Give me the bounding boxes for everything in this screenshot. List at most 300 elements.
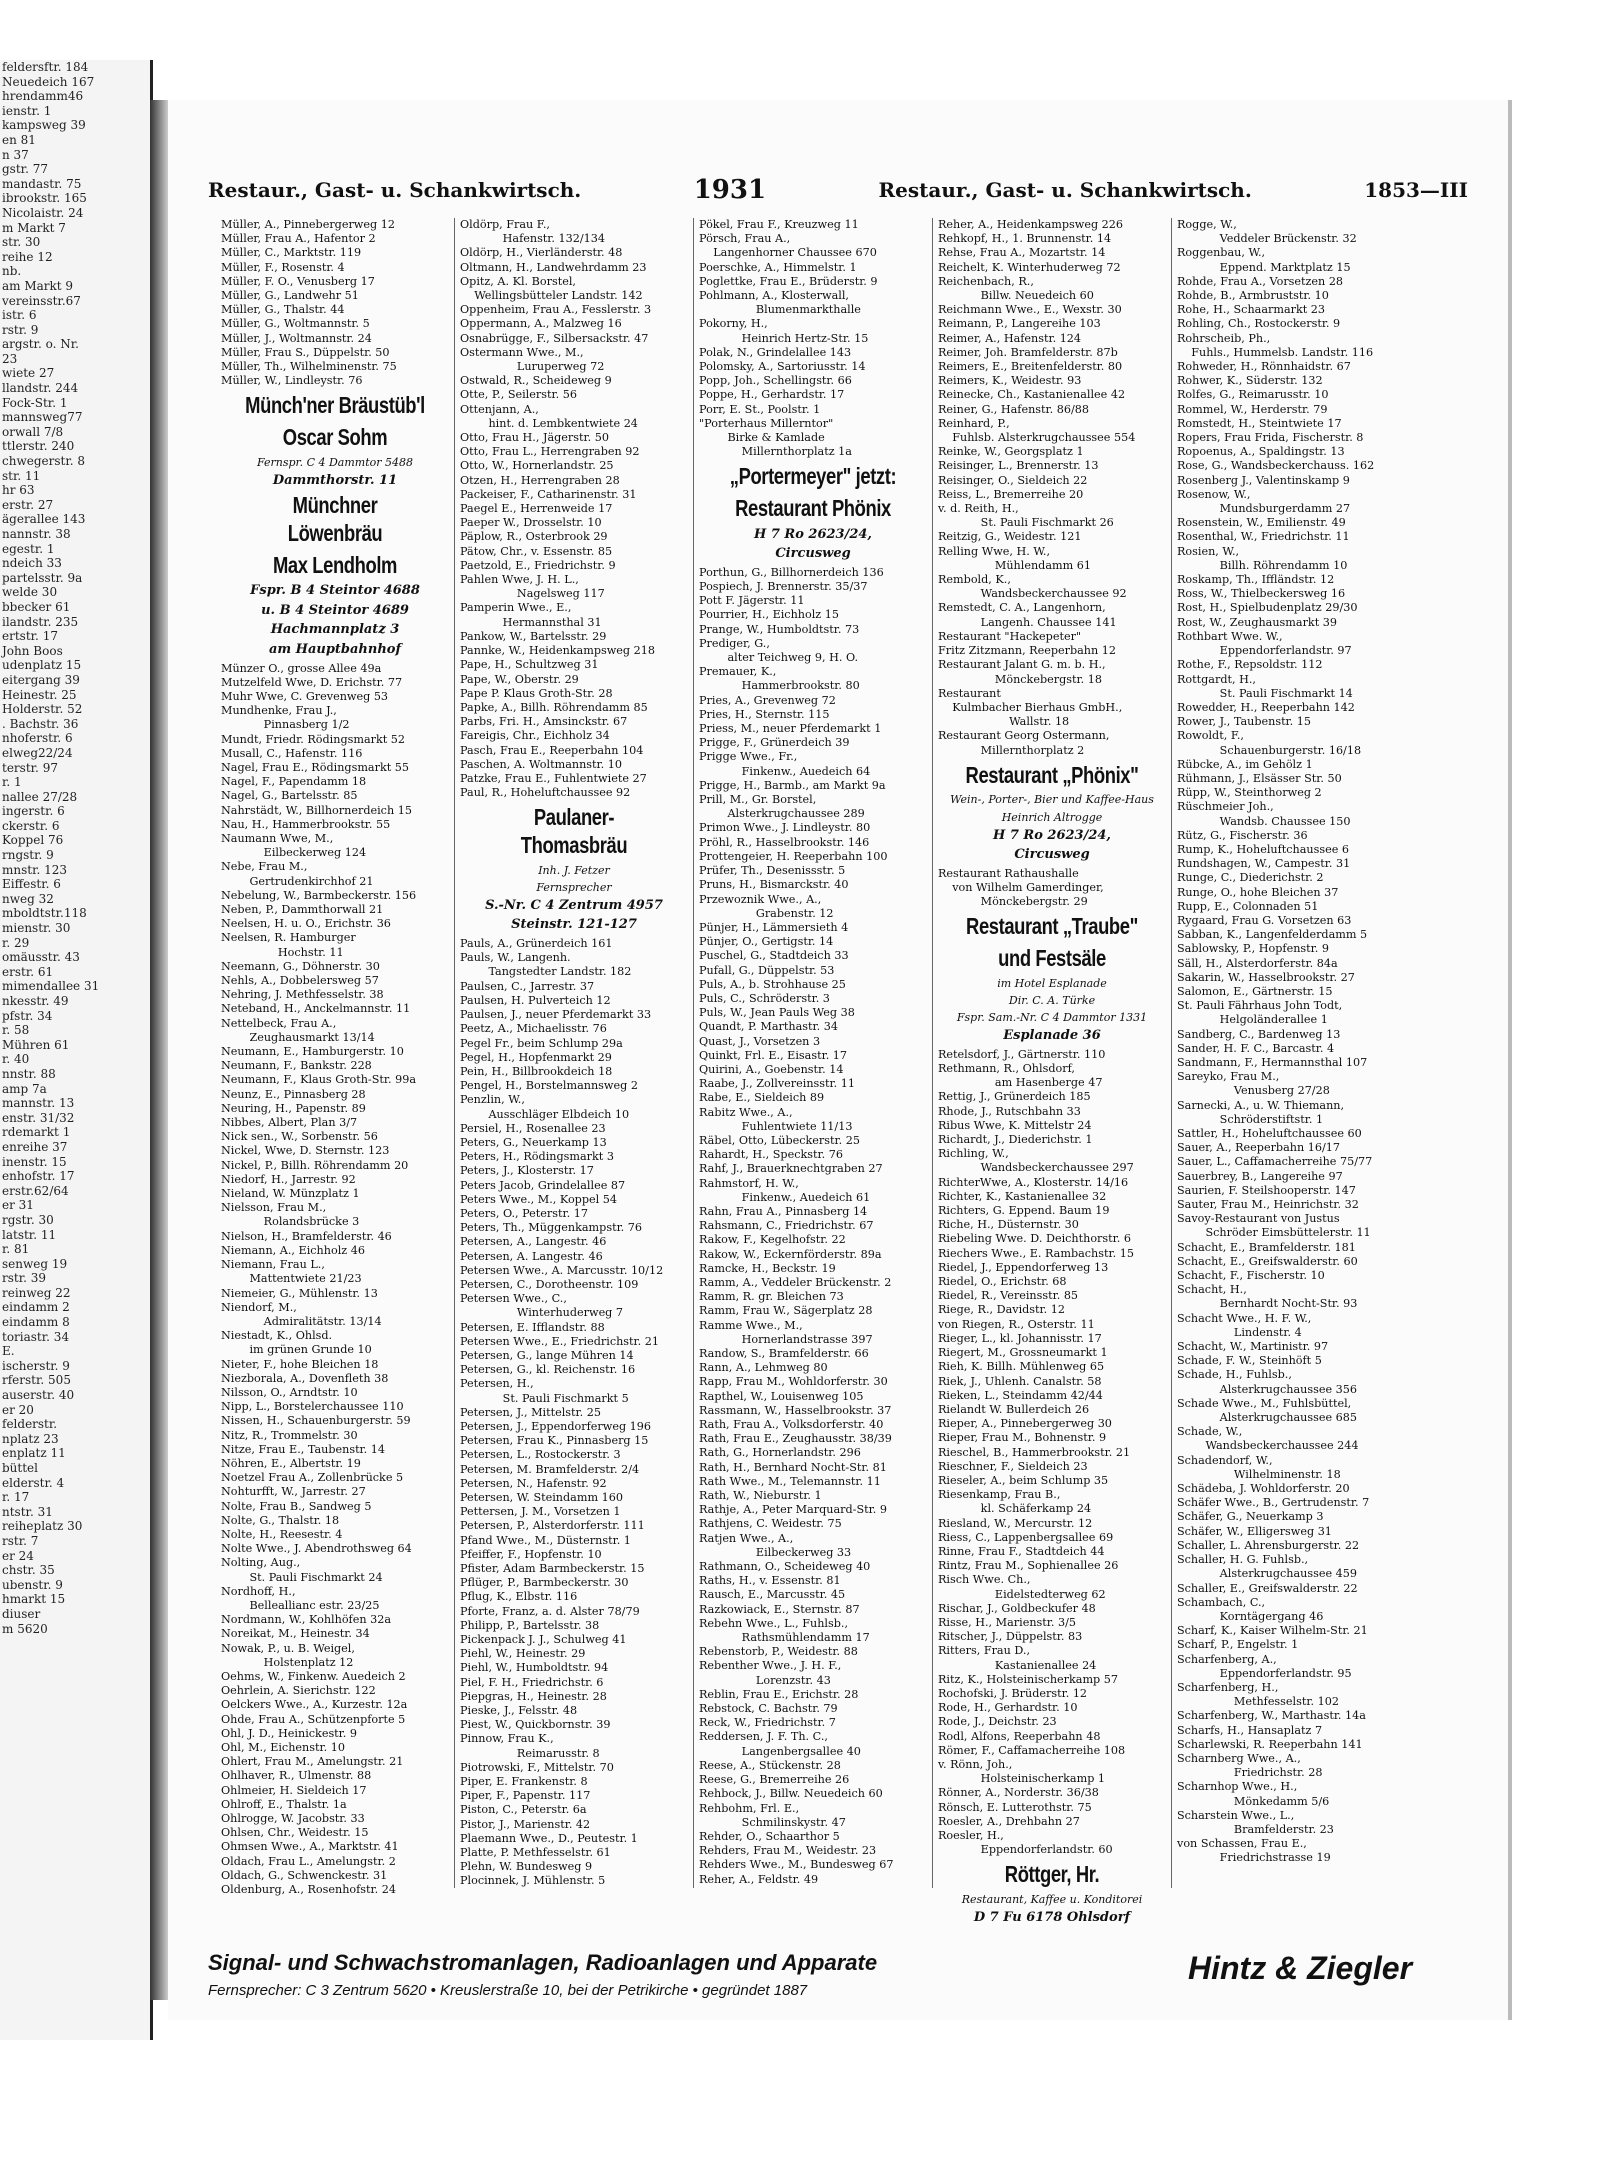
directory-entry: Ratjen Wwe., A., (699, 1531, 794, 1545)
directory-entry: Rost, W., Zeughausmarkt 39 (1177, 615, 1337, 629)
directory-entry: Bramfelderstr. 23 (1177, 1822, 1334, 1836)
left-page-line: enreihe 37 (2, 1139, 68, 1154)
left-page-line: nweg 32 (2, 891, 54, 906)
directory-entry: Riedel, J., Eppendorferweg 13 (938, 1260, 1109, 1274)
left-page-line: auserstr. 40 (2, 1388, 75, 1403)
directory-entry: Nohturfft, W., Jarrestr. 27 (221, 1485, 366, 1499)
directory-entry: Primon Wwe., J. Lindleystr. 80 (699, 821, 871, 835)
directory-entry: Piehl, W., Heinestr. 29 (460, 1647, 586, 1661)
advertisement-line: Restaurant „Traube" (966, 913, 1138, 940)
directory-entry: Oehms, W., Finkenw. Auedeich 2 (221, 1669, 406, 1683)
directory-entry: Pröhl, R., Hasselbrookstr. 146 (699, 835, 870, 849)
directory-entry: Säll, H., Alsterdorferstr. 84a (1177, 956, 1338, 970)
directory-entry: Oldörp, Frau F., (460, 218, 550, 231)
directory-entry: Ottenjann, A., (460, 402, 539, 416)
directory-entry: Prigge, H., Barmb., am Markt 9a (699, 778, 886, 792)
left-page-line: m Markt 7 (2, 220, 66, 235)
directory-columns (216, 218, 1476, 1926)
left-page-line: rferstr. 505 (2, 1373, 71, 1388)
directory-entry: Rieger, L., kl. Johannisstr. 17 (938, 1331, 1102, 1345)
left-page-line: feldersftr. 184 (2, 60, 89, 74)
directory-entry: Rehder, O., Schaarthor 5 (699, 1829, 840, 1843)
directory-entry: Ritz, K., Holsteinischerkamp 57 (938, 1672, 1119, 1686)
left-page-line: Holderstr. 52 (2, 702, 83, 717)
directory-entry: Rath, G., Hornerlandstr. 296 (699, 1446, 861, 1460)
directory-entry: Müller, A., Pinnebergerweg 12 (221, 218, 395, 231)
left-page-line: istr. 6 (2, 308, 37, 323)
directory-entry: Oldenburg, A., Rosenhofstr. 24 (221, 1883, 396, 1897)
directory-entry: Risch Wwe. Ch., (938, 1573, 1031, 1587)
directory-entry: Pistor, J., Marienstr. 42 (460, 1817, 591, 1831)
directory-entry: "Porterhaus Millerntor" (699, 416, 834, 430)
advertisement-line: Paulaner-Thomasbräu (520, 804, 628, 858)
directory-entry: Pätow, Chr., v. Essenstr. 85 (460, 544, 613, 558)
directory-entry: Rode, J., Deichstr. 23 (938, 1715, 1057, 1729)
advertisement-line: am Hauptbahnhof (268, 641, 402, 657)
directory-entry: Riesland, W., Mercurstr. 12 (938, 1516, 1093, 1530)
advertisement-line: Steinstr. 121-127 (511, 917, 637, 933)
directory-entry: Tangstedter Landstr. 182 (460, 965, 632, 979)
left-page-line: r. 29 (2, 935, 30, 950)
left-page-line: bbecker 61 (2, 599, 71, 614)
directory-entry: Rapp, Frau M., Wohldorferstr. 30 (699, 1375, 888, 1389)
left-page-line: terstr. 97 (2, 760, 58, 775)
advertisement-line: „Portermeyer" jetzt: (729, 463, 897, 490)
directory-entry: Schmilinskystr. 47 (699, 1815, 846, 1829)
directory-entry: Poerschke, A., Himmelstr. 1 (699, 260, 857, 274)
directory-entry: Pfister, Adam Barmbeckerstr. 15 (460, 1562, 645, 1576)
directory-entry: Nibbes, Albert, Plan 3/7 (221, 1116, 358, 1130)
directory-entry: Riebeling Wwe. D. Deichthorstr. 6 (938, 1232, 1131, 1246)
left-page-line: ndeich 33 (2, 556, 62, 571)
directory-entry: Schauenburgerstr. 16/18 (1177, 743, 1362, 757)
directory-entry: Winterhuderweg 7 (460, 1306, 624, 1320)
directory-entry: Parbs, Fri. H., Amsinckstr. 67 (460, 715, 628, 729)
footer-line-1: Signal- und Schwachstromanlagen, Radioanlagen und Apparate (208, 1950, 878, 1975)
left-page-line: mannstr. 13 (2, 1096, 75, 1111)
directory-entry: Paulsen, H. Pulverteich 12 (460, 993, 611, 1007)
directory-entry: von Wilhelm Gamerdinger, (938, 881, 1104, 895)
directory-entry: Sander, H. F. C., Barcastr. 4 (1177, 1041, 1335, 1055)
directory-entry: Nagel, G., Bartelsstr. 85 (221, 789, 358, 803)
directory-entry: Nebelung, W., Barmbeckerstr. 156 (221, 888, 417, 902)
directory-entry: Rethmann, R., Ohlsdorf, (938, 1062, 1075, 1076)
directory-entry: Rakow, F., Kegelhofstr. 22 (699, 1233, 846, 1247)
left-page-line: welde 30 (2, 585, 58, 600)
left-page-line: vereinsstr.67 (2, 293, 81, 308)
left-page-line: eindamm 8 (2, 1315, 70, 1330)
directory-entry: Pohlmann, A., Klosterwall, (699, 289, 849, 303)
directory-entry: Alsterkrugchaussee 459 (1177, 1567, 1358, 1581)
directory-entry: Rath, H., Bernhard Nocht-Str. 81 (699, 1460, 887, 1474)
directory-entry: Ohl, M., Eichenstr. 10 (221, 1741, 345, 1754)
directory-entry: Millernthorplatz 1a (699, 445, 852, 459)
directory-entry: Pein, H., Billbrookdeich 18 (460, 1064, 613, 1078)
directory-entry: Wandsbeckerchaussee 244 (1177, 1439, 1359, 1453)
directory-entry: Reichmann Wwe., E., Wexstr. 30 (938, 303, 1122, 317)
directory-entry: Sauer, L., Caffamacherreihe 75/77 (1177, 1155, 1373, 1169)
directory-entry: alter Teichweg 9, H. O. (699, 651, 859, 665)
directory-entry: Ohl, J. D., Heinickestr. 9 (221, 1726, 358, 1740)
directory-entry: Plehn, W. Bundesweg 9 (460, 1860, 593, 1874)
directory-entry: Rehbohm, Frl. E., (699, 1801, 800, 1815)
left-page-line: mandastr. 75 (2, 176, 82, 191)
directory-entry: Pries, H., Sternstr. 115 (699, 707, 830, 721)
left-page-line: erstr.62/64 (2, 1183, 69, 1198)
directory-entry: Przewoznik Wwe., A., (699, 892, 822, 906)
directory-entry: Rohwer, K., Süderstr. 132 (1177, 374, 1323, 388)
left-page-line: E. (2, 1344, 15, 1359)
left-page-line: kampsweg 39 (2, 118, 86, 133)
directory-entry: Neteband, H., Anckelmannstr. 11 (221, 1002, 411, 1016)
directory-entry: Restaurant Jalant G. m. b. H., (938, 658, 1106, 672)
directory-entry: Scharfenberg, A., (1177, 1652, 1277, 1666)
directory-entry: Nieland, W. Münzplatz 1 (221, 1187, 360, 1201)
directory-entry: Pamperin Wwe., E., (460, 601, 572, 615)
directory-entry: Pries, A., Grevenweg 72 (699, 693, 836, 707)
directory-entry: Rönner, A., Norderstr. 36/38 (938, 1786, 1099, 1800)
left-page-line: Eiffestr. 6 (2, 877, 61, 892)
directory-entry: Eppend. Marktplatz 15 (1177, 260, 1351, 274)
directory-entry: Niedorf, H., Jarrestr. 92 (221, 1172, 356, 1186)
advertisement-line: Fspr. B 4 Steintor 4688 (250, 583, 420, 599)
directory-entry: Fuhlsb. Alsterkrugchaussee 554 (938, 431, 1136, 445)
directory-entry: Reimers, E., Breitenfelderstr. 80 (938, 360, 1123, 374)
directory-entry: Lindenstr. 4 (1177, 1325, 1302, 1339)
left-page-line: nallee 27/28 (2, 789, 78, 804)
directory-entry: Oehrlein, A. Sierichstr. 122 (221, 1684, 376, 1698)
directory-entry: Paegel E., Herrenweide 17 (460, 502, 613, 516)
directory-entry: Rohrscheib, Ph., (1177, 331, 1271, 345)
directory-entry: Richling, W., (938, 1147, 1009, 1161)
left-page-line: er 20 (2, 1402, 34, 1417)
directory-entry: Müller, G., Woltmannstr. 5 (221, 317, 370, 331)
directory-entry: Friedrichstr. 28 (1177, 1766, 1323, 1780)
directory-entry: Nitz, R., Trommelstr. 30 (221, 1428, 358, 1442)
advertisement-line: H 7 Ro 2623/24, (754, 526, 872, 542)
directory-entry: Pahlen Wwe, J. H. L., (460, 573, 579, 587)
directory-entry: Schacht, E., Bramfelderstr. 181 (1177, 1240, 1356, 1254)
directory-entry: Petersen, P., Alsterdorferstr. 111 (460, 1519, 645, 1533)
advertisement-line: u. B 4 Steintor 4689 (261, 602, 409, 618)
directory-entry: Rolandsbrücke 3 (221, 1215, 360, 1229)
directory-entry: Nagelsweg 117 (460, 587, 605, 601)
directory-entry: Mundhenke, Frau J., (221, 704, 337, 718)
left-page-line: str. 30 (2, 235, 41, 250)
directory-entry: Pasch, Frau E., Reeperbahn 104 (460, 743, 644, 757)
directory-entry: Rath, Frau E., Zeughausstr. 38/39 (699, 1432, 892, 1446)
directory-entry: Peters, H., Rödingsmarkt 3 (460, 1150, 614, 1164)
directory-entry: Müller, Frau A., Hafentor 2 (221, 232, 376, 246)
directory-entry: Reck, W., Friedrichstr. 7 (699, 1716, 836, 1730)
directory-entry: Ramme Wwe., M., (699, 1318, 803, 1332)
directory-entry: Fareigis, Chr., Eichholz 34 (460, 729, 610, 743)
left-page-line: elweg22/24 (2, 745, 73, 760)
directory-entry: Otto, Frau L., Herrengraben 92 (460, 445, 640, 459)
directory-entry: Sauter, Frau M., Heinrichstr. 32 (1177, 1198, 1359, 1212)
directory-entry: Oldörp, H., Vierländerstr. 48 (460, 246, 623, 260)
directory-entry: Billw. Neuedeich 60 (938, 289, 1094, 303)
directory-entry: Sattler, H., Hoheluftchaussee 60 (1177, 1127, 1362, 1140)
directory-entry: Hermannsthal 31 (460, 615, 602, 629)
directory-entry: Reisinger, O., Sieldeich 22 (938, 473, 1088, 487)
directory-entry: Quast, J., Vorsetzen 3 (699, 1034, 821, 1048)
directory-entry: Belleallianc estr. 23/25 (221, 1598, 380, 1612)
directory-entry: Pankow, W., Bartelsstr. 29 (460, 629, 607, 643)
directory-entry: Pickenpack J. J., Schulweg 41 (460, 1633, 627, 1647)
left-page-line: mannsweg77 (2, 410, 83, 425)
directory-entry: Rahardt, H., Speckstr. 76 (699, 1148, 843, 1162)
directory-entry: Petersen, N., Hafenstr. 92 (460, 1476, 607, 1490)
left-page-line: rstr. 7 (2, 1533, 39, 1548)
advertisement-line: Münchner Löwenbräu (287, 492, 383, 546)
directory-entry: Nehls, A., Dobbelersweg 57 (221, 974, 379, 988)
directory-entry: Raths, H., v. Essenstr. 81 (699, 1574, 841, 1588)
directory-entry: Rieh, K. Billh. Mühlenweg 65 (938, 1360, 1105, 1374)
directory-entry: Pforte, Franz, a. d. Alster 78/79 (460, 1604, 640, 1618)
left-page-line: reiheplatz 30 (2, 1519, 83, 1534)
footer-brand: Hintz & Ziegler (1188, 1950, 1413, 1986)
directory-entry: Reiss, L., Bremerreihe 20 (938, 487, 1084, 501)
directory-entry: Neemann, G., Döhnerstr. 30 (221, 959, 380, 973)
directory-entry: Pettersen, J. M., Vorsetzen 1 (460, 1505, 621, 1519)
directory-entry: Petersen, E. Ifflandstr. 88 (460, 1320, 605, 1334)
directory-entry: Schade, F. W., Steinhöft 5 (1177, 1354, 1322, 1368)
left-page-line: er 31 (2, 1198, 34, 1213)
directory-entry: Ramcke, H., Beckstr. 19 (699, 1261, 836, 1275)
left-page-line: elderstr. 4 (2, 1475, 65, 1490)
directory-entry: Römer, F., Caffamacherreihe 108 (938, 1743, 1126, 1757)
left-page-line: omäusstr. 43 (2, 950, 80, 965)
directory-entry: Quinkt, Frl. E., Eisastr. 17 (699, 1048, 848, 1062)
directory-entry: Rüpp, W., Steinthorweg 2 (1177, 786, 1322, 800)
directory-entry: Oldach, Frau L., Amelungstr. 2 (221, 1854, 396, 1868)
directory-entry: Rohe, H., Schaarmarkt 23 (1177, 303, 1326, 317)
directory-entry: Rintz, Frau M., Sophienallee 26 (938, 1559, 1119, 1573)
directory-entry: Fritz Zitzmann, Reeperbahn 12 (938, 644, 1117, 658)
directory-entry: Eidelstedterweg 62 (938, 1587, 1106, 1601)
footer-line-2: Fernsprecher: C 3 Zentrum 5620 • Kreuslerstraße 10, bei der Petrikirche • gegründet 1887 (208, 1982, 808, 1999)
directory-entry: Poglettke, Frau E., Brüderstr. 9 (699, 274, 878, 288)
left-page-line: . Bachstr. 36 (2, 716, 79, 731)
directory-entry: Sabban, K., Langenfelderdamm 5 (1177, 928, 1368, 942)
left-page-line: inenstr. 15 (2, 1154, 67, 1169)
directory-entry: von Riegen, R., Osterstr. 11 (938, 1317, 1095, 1331)
directory-entry: Paul, R., Hoheluftchaussee 92 (460, 786, 631, 800)
directory-entry: Rembold, K., (938, 573, 1011, 587)
directory-entry: hint. d. Lembkentwiete 24 (460, 416, 638, 430)
directory-entry: Nielson, H., Bramfelderstr. 46 (221, 1229, 392, 1243)
directory-entry: Runge, C., Diederichstr. 2 (1177, 871, 1324, 885)
directory-entry: Ribus Wwe, K. Mittelstr 24 (938, 1118, 1092, 1132)
directory-entry: Rettig, J., Grünerdeich 185 (938, 1090, 1091, 1104)
directory-entry: Roggenbau, W., (1177, 246, 1266, 260)
directory-entry: Reimer, A., Hafenstr. 124 (938, 331, 1082, 345)
directory-entry: Rausch, E., Marcusstr. 45 (699, 1588, 846, 1602)
directory-entry: Nowak, P., u. B. Weigel, (221, 1641, 355, 1655)
left-page-line: rstr. 39 (2, 1271, 47, 1286)
directory-entry: Rebstock, C. Bachstr. 79 (699, 1702, 838, 1716)
directory-entry: Rönsch, E. Lutterothstr. 75 (938, 1800, 1092, 1814)
directory-entry: Porthun, G., Billhornerdeich 136 (699, 565, 884, 579)
directory-entry: Pökel, Frau F., Kreuzweg 11 (699, 218, 859, 231)
directory-entry: Rübcke, A., im Gehölz 1 (1177, 757, 1313, 771)
directory-entry: Rathjens, C. Weidestr. 75 (699, 1517, 842, 1531)
directory-entry: Nieter, F., hohe Bleichen 18 (221, 1357, 379, 1371)
directory-entry: Ohlsen, Chr., Weidestr. 15 (221, 1826, 369, 1840)
directory-entry: Neumann, F., Bankstr. 228 (221, 1059, 372, 1073)
directory-entry: Musall, C., Hafenstr. 116 (221, 746, 363, 760)
directory-entry: Priess, M., neuer Pferdemarkt 1 (699, 722, 882, 736)
directory-entry: Schacht, W., Martinistr. 97 (1177, 1340, 1329, 1354)
directory-entry: Lorenzstr. 43 (699, 1673, 831, 1687)
advertisement-line: Dir. C. A. Türke (1008, 993, 1096, 1007)
directory-entry: Niemeier, G., Mühlenstr. 13 (221, 1286, 378, 1300)
directory-entry: Neumann, F., Klaus Groth-Str. 99a (221, 1073, 417, 1087)
directory-entry: Langenbergsallee 40 (699, 1744, 861, 1758)
directory-entry: Puls, C., Schröderstr. 3 (699, 991, 830, 1005)
directory-entry: im grünen Grunde 10 (221, 1343, 372, 1357)
left-page-line: r. 40 (2, 1052, 30, 1067)
directory-entry: Müller, C., Marktstr. 119 (221, 246, 362, 260)
left-page-line: egestr. 1 (2, 541, 55, 556)
directory-entry: Ohlert, Frau M., Amelungstr. 21 (221, 1755, 404, 1769)
directory-entry: Ritters, Frau D., (938, 1644, 1031, 1658)
directory-entry: Riesenkamp, Frau B., (938, 1488, 1061, 1502)
directory-entry: Restaurant Rathaushalle (938, 866, 1079, 880)
left-page-line: latstr. 11 (2, 1227, 57, 1242)
directory-entry: Reiner, G., Hafenstr. 86/88 (938, 402, 1089, 416)
directory-entry: Millernthorplatz 2 (938, 743, 1085, 757)
left-page-line: r. 58 (2, 1023, 30, 1038)
directory-entry: Scharlewski, R. Reeperbahn 141 (1177, 1737, 1363, 1751)
left-page-line: büttel (2, 1461, 38, 1475)
directory-entry: Oltmann, H., Landwehrdamm 23 (460, 260, 647, 274)
directory-entry: Reisinger, L., Brennerstr. 13 (938, 459, 1099, 473)
directory-entry: RichterWwe, A., Klosterstr. 14/16 (938, 1175, 1129, 1189)
directory-entry: Platte, P. Methfesselstr. 61 (460, 1846, 611, 1860)
directory-entry: Reese, A., Stückenstr. 28 (699, 1758, 841, 1772)
directory-entry: Riege, R., Davidstr. 12 (938, 1303, 1066, 1317)
directory-entry: Wellingsbütteler Landstr. 142 (460, 289, 643, 303)
directory-entry: Langenh. Chaussee 141 (938, 615, 1117, 629)
directory-entry: Porr, E. St., Poolstr. 1 (699, 402, 821, 416)
directory-entry: Prüfer, Th., Desenissstr. 5 (699, 864, 846, 878)
directory-entry: Rebenstorb, P., Weidestr. 88 (699, 1645, 858, 1659)
directory-entry: Mattentwiete 21/23 (221, 1272, 362, 1286)
directory-entry: v. d. Reith, H., (938, 502, 1019, 516)
directory-entry: Rathmann, O., Scheideweg 40 (699, 1560, 871, 1574)
directory-entry: Penzlin, W., (460, 1093, 525, 1107)
directory-entry: Rohling, Ch., Rostockerstr. 9 (1177, 317, 1341, 331)
directory-entry: Riche, H., Düsternstr. 30 (938, 1218, 1079, 1232)
directory-entry: Sablowsky, P., Hopfenstr. 9 (1177, 942, 1329, 956)
directory-entry: Rahsmann, C., Friedrichstr. 67 (699, 1219, 874, 1233)
directory-entry: Rohde, Frau A., Vorsetzen 28 (1177, 274, 1344, 288)
directory-entry: Opitz, A. Kl. Borstel, (460, 274, 576, 288)
directory-entry: Langenhorner Chaussee 670 (699, 246, 877, 260)
directory-entry: Richardt, J., Diederichstr. 1 (938, 1133, 1093, 1147)
directory-entry: Reimers, K., Weidestr. 93 (938, 374, 1082, 388)
directory-entry: St. Pauli Fischmarkt 24 (221, 1570, 383, 1584)
directory-entry: Ohlroff, E., Thalstr. 1a (221, 1797, 347, 1811)
directory-entry: Ritscher, J., Düppelstr. 83 (938, 1630, 1083, 1644)
directory-entry: Mutzelfeld Wwe, D. Erichstr. 77 (221, 675, 403, 689)
directory-entry: v. Rönn, Joh., (938, 1757, 1013, 1771)
directory-entry: Scharnhop Wwe., H., (1177, 1780, 1298, 1794)
directory-entry: Eppendorferlandstr. 60 (938, 1843, 1113, 1857)
directory-entry: Pünjer, O., Gertigstr. 14 (699, 935, 834, 949)
directory-entry: Müller, Frau S., Düppelstr. 50 (221, 345, 390, 359)
directory-entry: Rieken, L., Steindamm 42/44 (938, 1388, 1103, 1402)
left-page-line: partelsstr. 9a (2, 570, 83, 585)
directory-entry: Nolte, G., Thalstr. 18 (221, 1513, 340, 1527)
directory-entry: Mundt, Friedr. Rödingsmarkt 52 (221, 732, 406, 746)
directory-entry: von Schassen, Frau E., (1177, 1837, 1307, 1851)
left-page-line: Koppel 76 (2, 833, 64, 848)
left-page-line: ischerstr. 9 (2, 1358, 70, 1373)
directory-entry: Pfand Wwe., M., Düsternstr. 1 (460, 1533, 631, 1547)
directory-entry: Petersen, A., Langestr. 46 (460, 1235, 607, 1249)
directory-entry: Piper, F., Papenstr. 117 (460, 1789, 591, 1803)
directory-entry: Reese, G., Bremerreihe 26 (699, 1773, 850, 1787)
directory-entry: Pourrier, H., Eichholz 15 (699, 608, 839, 622)
left-page-line: Neuedeich 167 (2, 74, 95, 89)
directory-entry: Restaurant Georg Ostermann, (938, 729, 1110, 743)
directory-entry: Ohde, Frau A., Schützenpforte 5 (221, 1712, 406, 1726)
left-page-line: diuser (2, 1606, 41, 1621)
directory-entry: Oppermann, A., Malzweg 16 (460, 317, 622, 331)
directory-entry: Pieske, J., Felsstr. 48 (460, 1704, 578, 1718)
directory-entry: Nissen, H., Schauenburgerstr. 59 (221, 1414, 411, 1428)
directory-entry: Savoy-Restaurant von Justus (1177, 1212, 1340, 1226)
advertisement-line: Dammthorstr. 11 (272, 472, 398, 488)
left-page-line: mnstr. 123 (2, 862, 68, 877)
header-right-page: 1853—III (1364, 178, 1468, 202)
directory-entry: Schacht Wwe., H. F. W., (1177, 1311, 1312, 1325)
directory-entry: Nolte, H., Reesestr. 4 (221, 1527, 343, 1541)
directory-entry: Prigge Wwe., Fr., (699, 750, 798, 764)
directory-entry: Paulsen, J., neuer Pferdemarkt 33 (460, 1008, 652, 1022)
directory-entry: Rathje, A., Peter Marquard-Str. 9 (699, 1503, 887, 1517)
directory-entry: Petersen, Frau K., Pinnasberg 15 (460, 1434, 649, 1448)
directory-entry: Holsteinischerkamp 1 (938, 1772, 1106, 1786)
directory-entry: Paetzold, E., Friedrichstr. 9 (460, 558, 616, 572)
directory-entry: Roesler, H., (938, 1829, 1004, 1842)
directory-entry: Prill, M., Gr. Borstel, (699, 793, 817, 807)
directory-entry: Riek, J., Uhlenh. Canalstr. 58 (938, 1374, 1102, 1388)
left-page-line: eindamm 2 (2, 1300, 70, 1315)
directory-entry: Peters, J., Klosterstr. 17 (460, 1164, 594, 1178)
directory-entry: Schade, W., (1177, 1425, 1243, 1439)
directory-entry: Rogge, W., (1177, 218, 1237, 231)
directory-entry: Niendorf, M., (221, 1300, 297, 1314)
directory-entry: Alsterkrugchaussee 685 (1177, 1411, 1358, 1425)
directory-entry: Oldach, G., Schwenckestr. 31 (221, 1868, 388, 1882)
directory-entry: Schäfer Wwe., B., Gertrudenstr. 7 (1177, 1496, 1370, 1510)
directory-entry: Quandt, P. Marthastr. 34 (699, 1020, 838, 1034)
left-page-line: eitergang 39 (2, 672, 80, 687)
directory-entry: Rahmstorf, H. W., (699, 1176, 799, 1190)
directory-entry: Rehse, Frau A., Mozartstr. 14 (938, 246, 1106, 260)
directory-entry: Pruns, H., Bismarckstr. 40 (699, 878, 849, 892)
directory-entry: Romstedt, H., Steintwiete 17 (1177, 416, 1342, 430)
directory-entry: Schade Wwe., M., Fuhlsbüttel, (1177, 1396, 1352, 1410)
directory-entry: Schacht, E., Greifswalderstr. 60 (1177, 1254, 1358, 1268)
directory-entry: Korntägergang 46 (1177, 1609, 1324, 1623)
directory-entry: Randow, S., Bramfelderstr. 66 (699, 1347, 869, 1360)
directory-entry: Wandsb. Chaussee 150 (1177, 814, 1351, 828)
